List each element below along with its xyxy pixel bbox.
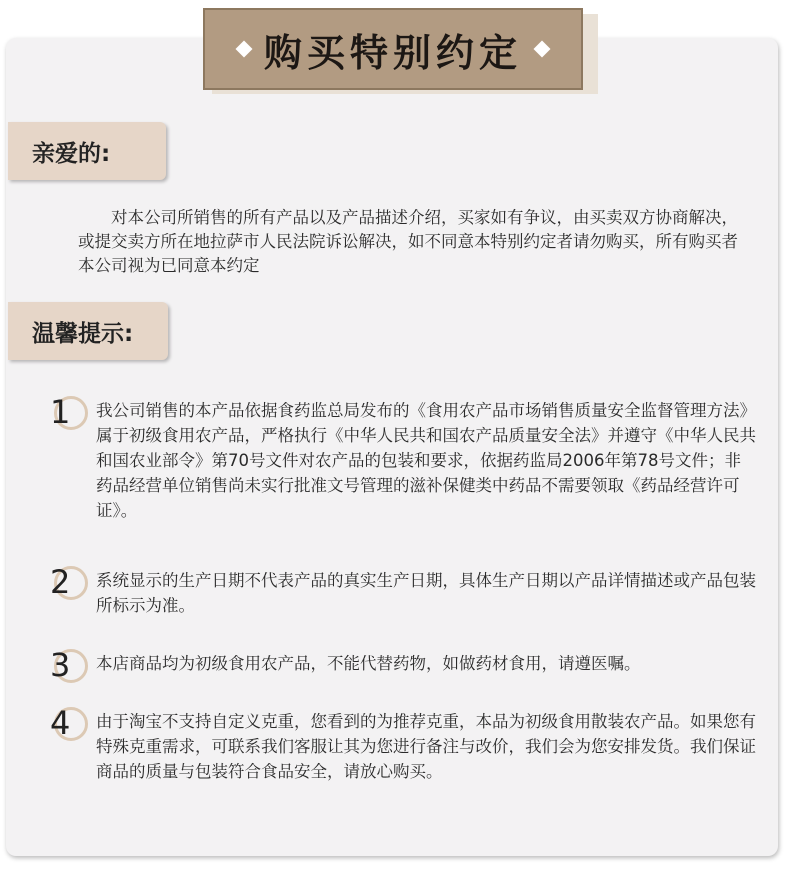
number-badge [46, 703, 92, 749]
title-banner [203, 8, 583, 90]
tip-text: 由于淘宝不支持自定义克重，您看到的为推荐克重，本品为初级食用散装农产品。如果您有特殊克重需求，可联系我们客服让其为您进行备注与改价，我们会为您安排发货。我们保证商品的质量与包装符合食品安全，请放心购买。 [96, 712, 756, 781]
tip-number: 1 [50, 393, 71, 431]
diamond-icon [534, 41, 551, 58]
tip-text: 系统显示的生产日期不代表产品的真实生产日期，具体生产日期以产品详情描述或产品包装所标示为准。 [96, 571, 756, 615]
intro-paragraph: 对本公司所销售的所有产品以及产品描述介绍，买家如有争议，由买卖双方协商解决，或提交卖方所在地拉萨市人民法院诉讼解决，如不同意本特别约定者请勿购买，所有购买者本公司视为已同意本约定 [78, 208, 738, 275]
tip-number: 2 [50, 563, 71, 601]
tip-number: 3 [50, 646, 71, 684]
page-title: 购买特别约定 [263, 29, 522, 75]
tip-item [46, 704, 756, 784]
section-heading-tips: 温馨提示: [8, 302, 168, 360]
number-badge [46, 392, 92, 438]
tip-text: 我公司销售的本产品依据食药监总局发布的《食用农产品市场销售质量安全监督管理方法》属于初级食用农产品，严格执行《中华人民共和国农产品质量安全法》并遵守《中华人民共和国农业部令》第70号文件对农产品的包装和要求，依据药监局2006年第78号文件；非药品经营单位销售尚未实行批准文号管理的滋补保健类中药品不需要领取《药品经营许可证》。 [96, 401, 756, 520]
section-heading-dear: 亲爱的: [8, 122, 166, 180]
diamond-icon [235, 41, 252, 58]
tip-item [46, 646, 756, 684]
number-badge [46, 562, 92, 608]
tip-item [46, 393, 756, 523]
tip-text: 本店商品均为初级食用农产品，不能代替药物，如做药材食用，请遵医嘱。 [96, 654, 641, 673]
tip-number: 4 [50, 704, 71, 742]
number-badge [46, 645, 92, 691]
tip-item [46, 563, 756, 618]
